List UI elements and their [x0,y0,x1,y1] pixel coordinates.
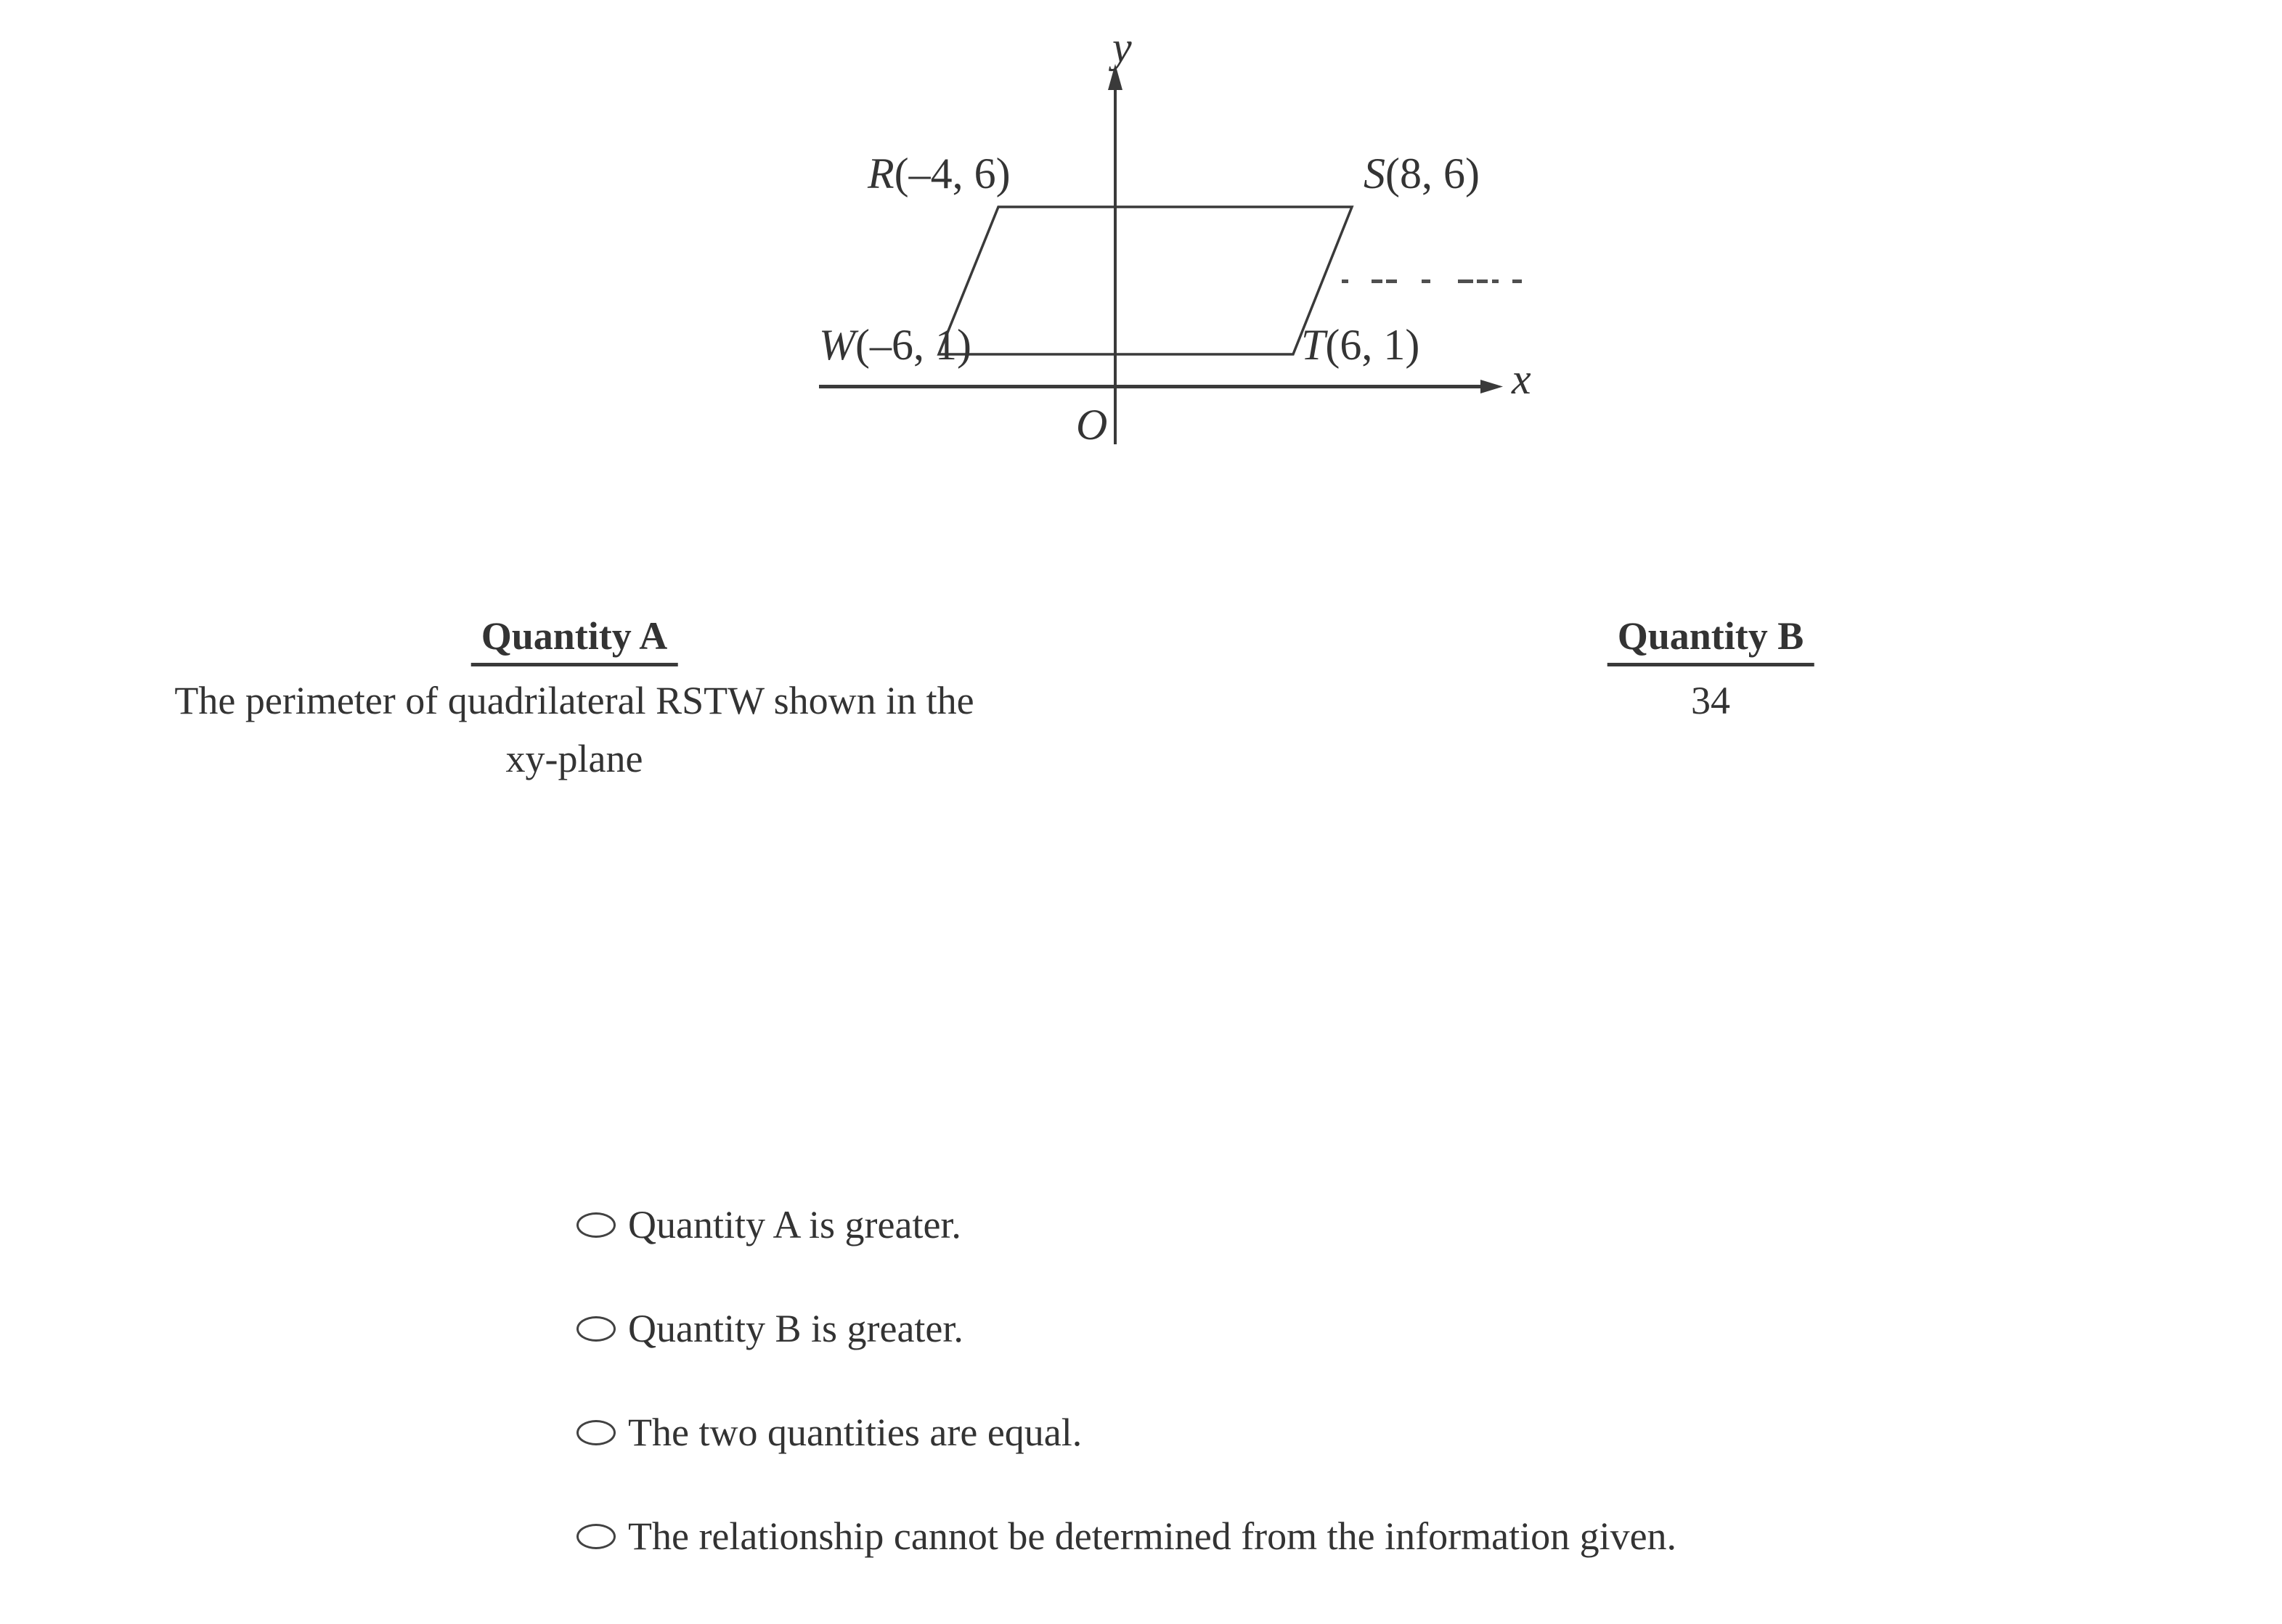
quantity-b-value: 34 [1691,679,1730,722]
figure-graphics [799,15,1554,465]
quantity-a-description-line-1: The perimeter of quadrilateral RSTW shown in the [174,679,974,722]
x-axis-label: x [1512,355,1531,403]
quantity-a-description-line-2: xy-plane [505,737,643,780]
radio-button[interactable] [576,1524,616,1549]
radio-button[interactable] [576,1212,616,1238]
answer-choice-c[interactable] [576,1408,1082,1456]
quantity-b-heading: Quantity B [1607,613,1814,666]
answer-choice-a[interactable] [576,1201,961,1249]
y-axis [1114,81,1117,444]
y-axis-label: y [1112,23,1132,71]
choice-label[interactable]: The relationship cannot be determined from the information given. [628,1514,1677,1558]
vertex-label-w: W(–6, 1) [819,321,971,369]
vertex-label-t: T(6, 1) [1301,321,1420,369]
quantity-a-heading: Quantity A [471,613,678,666]
origin-label: O [1076,401,1108,449]
dashed-line [1342,279,1522,283]
vertex-label-r: R(–4, 6) [868,150,1011,197]
vertex-label-s: S(8, 6) [1364,150,1480,197]
quadrilateral-rstw [939,207,1352,354]
x-axis-arrowhead-icon [1480,380,1503,393]
x-axis [819,385,1484,388]
radio-button[interactable] [576,1316,616,1342]
choice-label[interactable]: The two quantities are equal. [628,1411,1083,1454]
choice-label[interactable]: Quantity B is greater. [628,1307,963,1350]
answer-choice-b[interactable] [576,1305,963,1352]
radio-button[interactable] [576,1420,616,1445]
choice-label[interactable]: Quantity A is greater. [628,1203,961,1246]
answer-choice-d[interactable] [576,1512,1676,1560]
